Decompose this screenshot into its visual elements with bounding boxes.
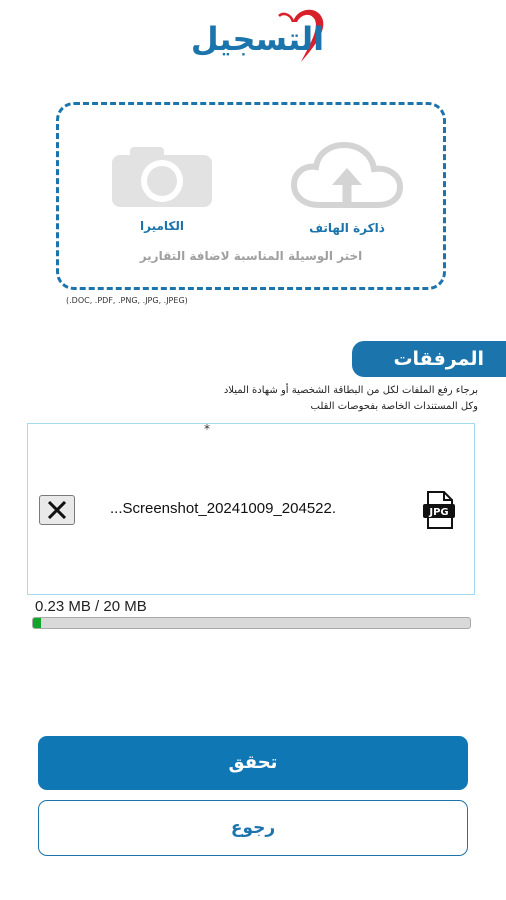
file-size-text: 0.23 MB / 20 MB (35, 598, 147, 615)
upload-progress-fill (33, 618, 41, 628)
back-button[interactable]: رجوع (38, 800, 468, 856)
note-line-2: وكل المستندات الخاصة بفحوصات القلب (310, 401, 478, 412)
remove-file-button[interactable] (39, 495, 75, 525)
attachments-note (148, 383, 478, 415)
svg-text:JPG: JPG (429, 507, 449, 518)
file-name: ...Screenshot_20241009_204522. (110, 500, 337, 517)
cloud-upload-icon (290, 141, 404, 211)
logo-text: التسجيل (190, 20, 325, 58)
upload-progress-bar (32, 617, 471, 629)
note-line-1: برجاء رفع الملفات لكل من البطاقة الشخصية أو شهادة الميلاد (223, 385, 478, 396)
verify-button[interactable]: تحقق (38, 736, 468, 790)
phone-memory-label: ذاكرة الهاتف (309, 221, 385, 235)
camera-icon (110, 145, 214, 209)
camera-label: الكاميرا (139, 219, 184, 233)
camera-option[interactable] (107, 145, 217, 233)
required-mark: * (204, 422, 210, 436)
app-logo (175, 6, 340, 70)
accepted-formats: (.DOC, .PDF, .PNG, .JPG, .JPEG) (66, 296, 188, 305)
attachments-section-title: المرفقات (352, 341, 506, 377)
upload-dropzone[interactable] (56, 102, 446, 290)
file-item (27, 423, 475, 595)
phone-memory-option[interactable] (287, 141, 407, 235)
choose-method-hint: اختر الوسيلة المناسبة لاضافة التقارير (139, 249, 363, 263)
close-icon (47, 501, 67, 519)
jpg-file-icon (422, 490, 456, 530)
